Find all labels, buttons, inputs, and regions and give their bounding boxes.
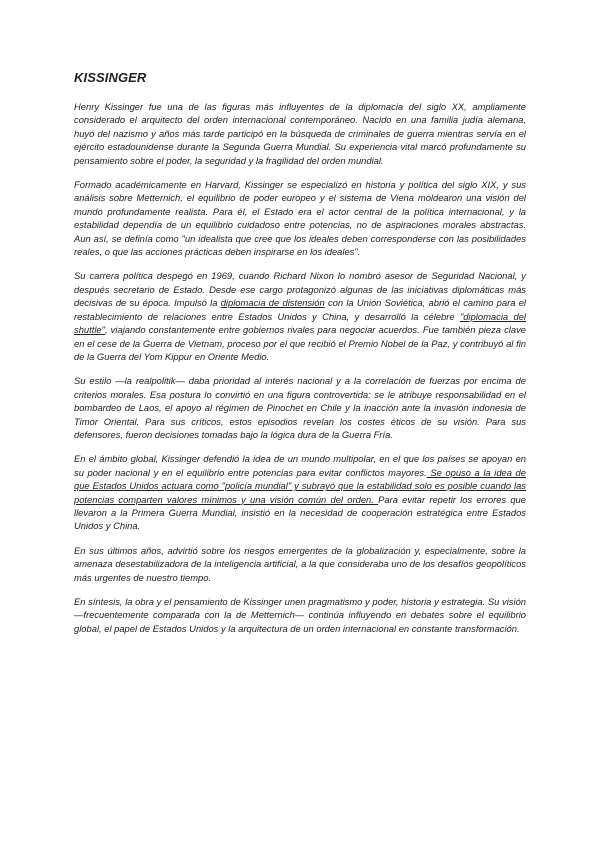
underlined-text-distension: diplomacia de distensión	[220, 297, 325, 309]
paragraph-text: En el ámbito global, Kissinger defendió la idea de un mundo multipolar, en el que los países se apoyan en su poder nacional y en el equilibrio entre potencias para evitar conflictos mayores.	[74, 453, 526, 478]
paragraph-text: Su estilo —la realpolitik— daba prioridad al interés nacional y a la correlación de fuerzas por encima de criterios morales. Esa postura lo convirtió en una figura controvertida: se le atribuye responsabilidad en el bombardeo de Laos, el apoyo al régimen de Pinochet en Chile y la inacción ante la invasión indonesia de Timor Oriental. Para sus críticos, estos episodios revelan los costes éticos de su visión. Para sus defensores, fueron decisiones tomadas bajo la lógica dura de la Guerra Fría.	[74, 375, 526, 440]
paragraph-text: Para evitar repetir los errores que llevaron a la Primera Guerra Mundial, insistió en la necesidad de cooperación estratégica entre Estados Unidos y China.	[74, 493, 526, 532]
underlined-text-shuttle: "diplomacia del shuttle"	[74, 310, 526, 336]
paragraph-political-career	[74, 269, 526, 363]
document-title: KISSINGER	[74, 70, 147, 85]
paragraph-synthesis	[74, 595, 526, 635]
paragraph-text: En sus últimos años, advirtió sobre los riesgos emergentes de la globalización y, especialmente, sobre la amenaza desestabilizadora de la inteligencia artificial, a la que consideraba uno de los desafíos geopolíticos más urgentes de nuestro tiempo.	[74, 544, 526, 583]
paragraph-text: con la Unión Soviética, abrió el camino para el restablecimiento de relaciones entre Estados Unidos y China, y desarrolló la célebre	[74, 297, 527, 322]
paragraph-realpolitik	[74, 374, 526, 441]
paragraph-text: Formado académicamente en Harvard, Kissinger se especializó en historia y política del siglo XIX, y sus análisis sobre Metternich, el equilibrio de poder europeo y el sistema de Viena moldearon una visión del mundo profundamente realista. Para él, el Estado era el actor central de la política internacional, y la estabilidad dependía de un equilibrio cuidadoso entre potencias, no de aspiraciones morales abstractas. Aun así, se definía como "un idealista que cree que los ideales deben corresponderse con las posibilidades reales, o que las acciones prácticas deben inspirarse en los ideales".	[74, 179, 526, 258]
underlined-text-world-police: Se opuso a la idea de que Estados Unidos actuara como "policía mundial" y subrayó que la estabilidad solo es posible cuando las potencias comparten valores mínimos y una visión común del orden.	[74, 466, 526, 505]
paragraph-text: En síntesis, la obra y el pensamiento de Kissinger unen pragmatismo y poder, historia y estrategia. Su visión —frecuentemente comparada con la de Metternich— continúa influyendo en debates sobre el equilibrio global, el papel de Estados Unidos y la arquitectura de un orden internacional en constante transformación.	[74, 596, 526, 634]
paragraph-early-life	[74, 100, 526, 167]
paragraph-last-years	[74, 544, 526, 584]
document-page	[74, 70, 526, 646]
paragraph-global-order	[74, 452, 526, 532]
paragraph-text: Henry Kissinger fue una de las figuras más influyentes de la diplomacia del siglo XX, ampliamente considerado el arquitecto del orden internacional contemporáneo. Nacido en una familia judía alemana, huyó del nazismo y años más tarde participó en la búsqueda de criminales de guerra mientras servía en el ejército estadounidense durante la Segunda Guerra Mundial. Su experiencia vital marcó profundamente su pensamiento sobre el poder, la seguridad y la fragilidad del orden mundial.	[74, 101, 526, 166]
paragraph-education	[74, 178, 526, 258]
paragraph-text: , viajando constantemente entre gobiernos rivales para negociar acuerdos. Fue también pieza clave en el cese de la Guerra de Vietnam, proceso por el que recibió el Premio Nobel de la Paz, y contribuyó al fin de la Guerra del Yom Kippur en Oriente Medio.	[74, 324, 526, 362]
paragraph-text: Su carrera política despegó en 1969, cuando Richard Nixon lo nombró asesor de Seguridad Nacional, y después secretario de Estado. Desde ese cargo protagonizó algunas de las iniciativas diplomáticas más decisivas de su época. Impulsó la	[74, 270, 526, 309]
